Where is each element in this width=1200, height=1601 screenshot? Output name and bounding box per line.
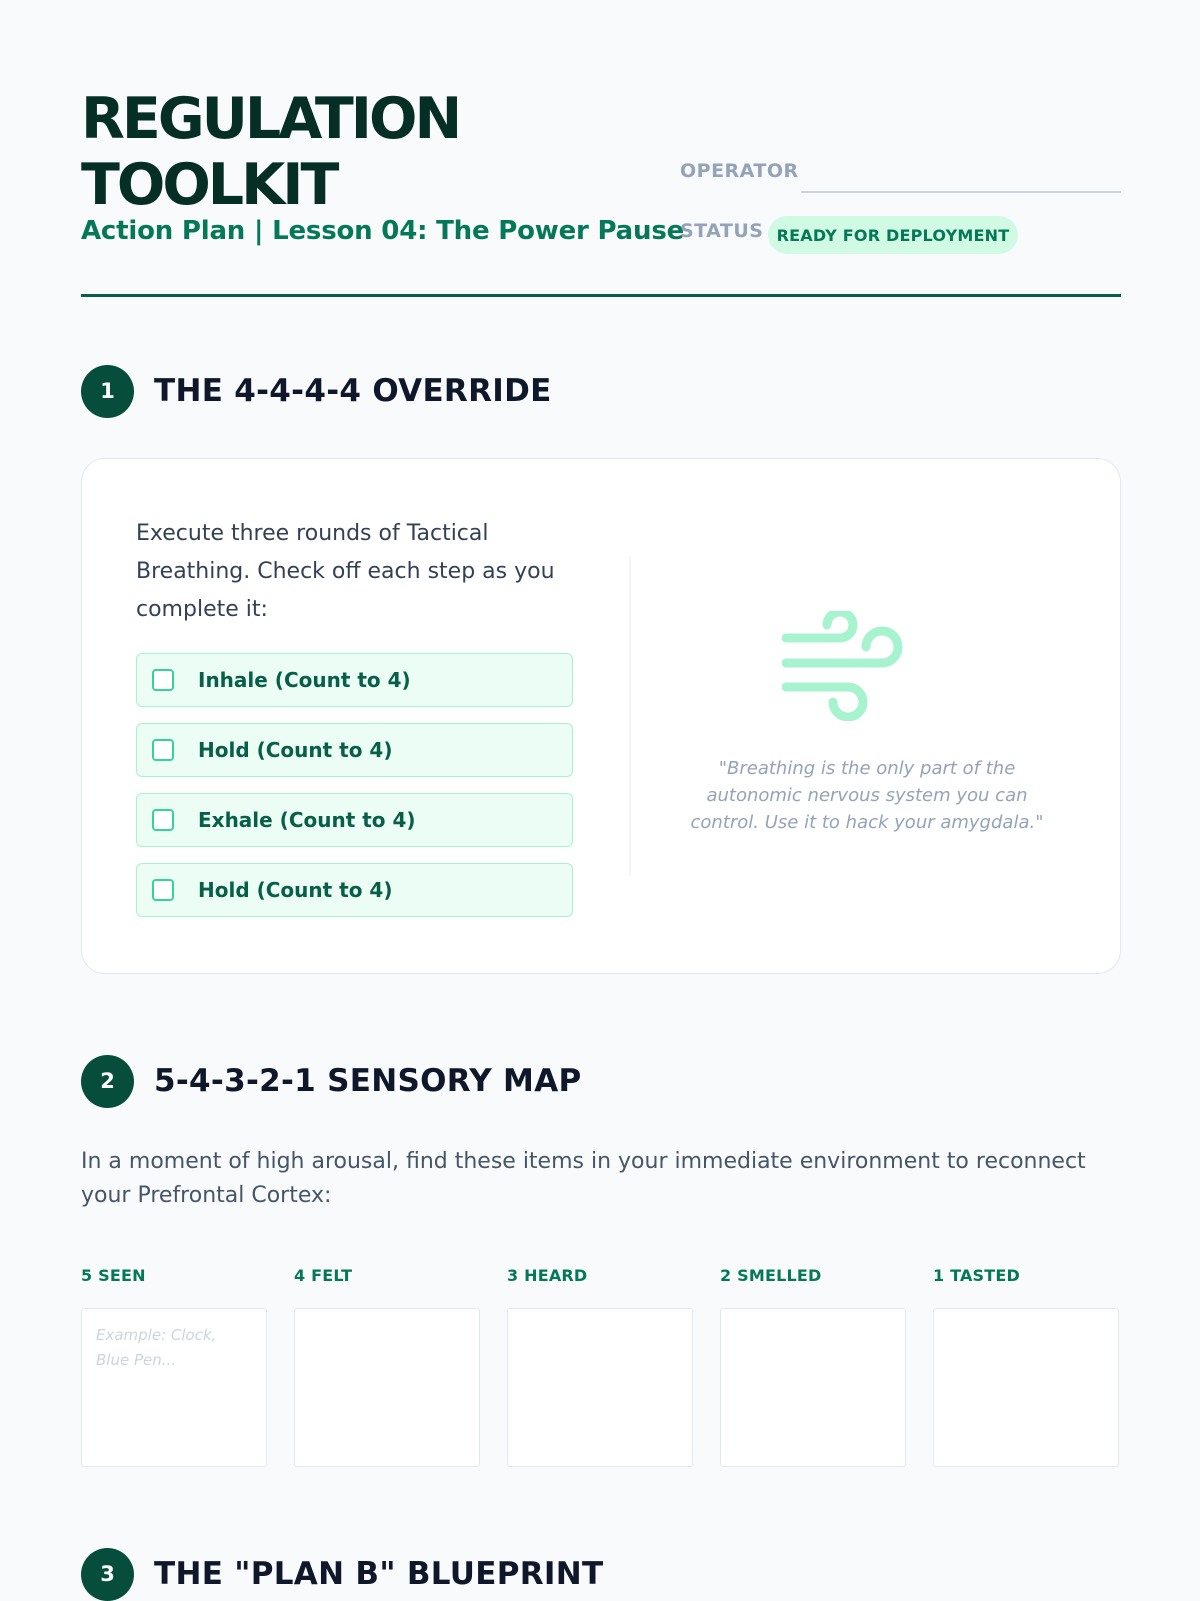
sense-column-smelled	[720, 1266, 906, 1471]
sense-input-heard[interactable]	[507, 1308, 693, 1467]
sense-column-seen	[81, 1266, 267, 1471]
sense-input-felt[interactable]	[294, 1308, 480, 1467]
sensory-instructions: In a moment of high arousal, find these items in your immediate environment to reconnect your Prefrontal Cortex:	[81, 1149, 1086, 1208]
sense-label: 3 HEARD	[507, 1266, 588, 1285]
operator-field[interactable]	[801, 191, 1121, 193]
sense-label: 4 FELT	[294, 1266, 353, 1285]
breathing-quote: "Breathing is the only part of the autonomic nervous system you can control. Use it to hack your amygdala."	[690, 758, 1044, 833]
sense-input-smelled[interactable]	[720, 1308, 906, 1467]
sense-column-heard	[507, 1266, 693, 1471]
section-1-header	[81, 364, 552, 418]
sense-label: 1 TASTED	[933, 1266, 1021, 1285]
section-3-header	[81, 1547, 603, 1601]
section-1-title: THE 4-4-4-4 OVERRIDE	[154, 373, 552, 409]
section-2-header	[81, 1054, 582, 1108]
header-divider	[81, 294, 1121, 297]
breathing-step-inhale[interactable]	[136, 653, 573, 707]
breathing-step-hold-1[interactable]	[136, 723, 573, 777]
status-badge: READY FOR DEPLOYMENT	[768, 216, 1018, 254]
page-title-line-1: REGULATION	[81, 86, 460, 152]
section-3-title: THE "PLAN B" BLUEPRINT	[154, 1556, 604, 1592]
section-2-number: 2	[81, 1055, 134, 1108]
section-2-title: 5-4-3-2-1 SENSORY MAP	[154, 1063, 582, 1099]
status-label: STATUS	[680, 220, 764, 242]
step-label: Inhale (Count to 4)	[198, 668, 411, 692]
operator-label: OPERATOR	[680, 160, 799, 182]
page-title-line-2: TOOLKIT	[81, 152, 337, 218]
wind-icon	[782, 611, 912, 721]
checkbox[interactable]	[152, 739, 174, 761]
page-header	[81, 86, 1121, 296]
checkbox[interactable]	[152, 669, 174, 691]
step-label: Exhale (Count to 4)	[198, 808, 416, 832]
step-label: Hold (Count to 4)	[198, 878, 393, 902]
breathing-step-hold-2[interactable]	[136, 863, 573, 917]
sense-column-tasted	[933, 1266, 1119, 1471]
sense-input-seen[interactable]	[81, 1308, 267, 1467]
breathing-instructions: Execute three rounds of Tactical Breathing. Check off each step as you complete it:	[136, 521, 555, 622]
checkbox[interactable]	[152, 809, 174, 831]
page-subtitle: Action Plan | Lesson 04: The Power Pause	[81, 216, 685, 246]
sense-label: 2 SMELLED	[720, 1266, 822, 1285]
sense-input-tasted[interactable]	[933, 1308, 1119, 1467]
sense-label: 5 SEEN	[81, 1266, 146, 1285]
breathing-step-exhale[interactable]	[136, 793, 573, 847]
checkbox[interactable]	[152, 879, 174, 901]
step-label: Hold (Count to 4)	[198, 738, 393, 762]
breathing-card	[81, 458, 1121, 974]
sense-column-felt	[294, 1266, 480, 1471]
section-3-number: 3	[81, 1548, 134, 1601]
page-title	[81, 86, 601, 218]
card-divider	[629, 556, 631, 876]
section-1-number: 1	[81, 365, 134, 418]
